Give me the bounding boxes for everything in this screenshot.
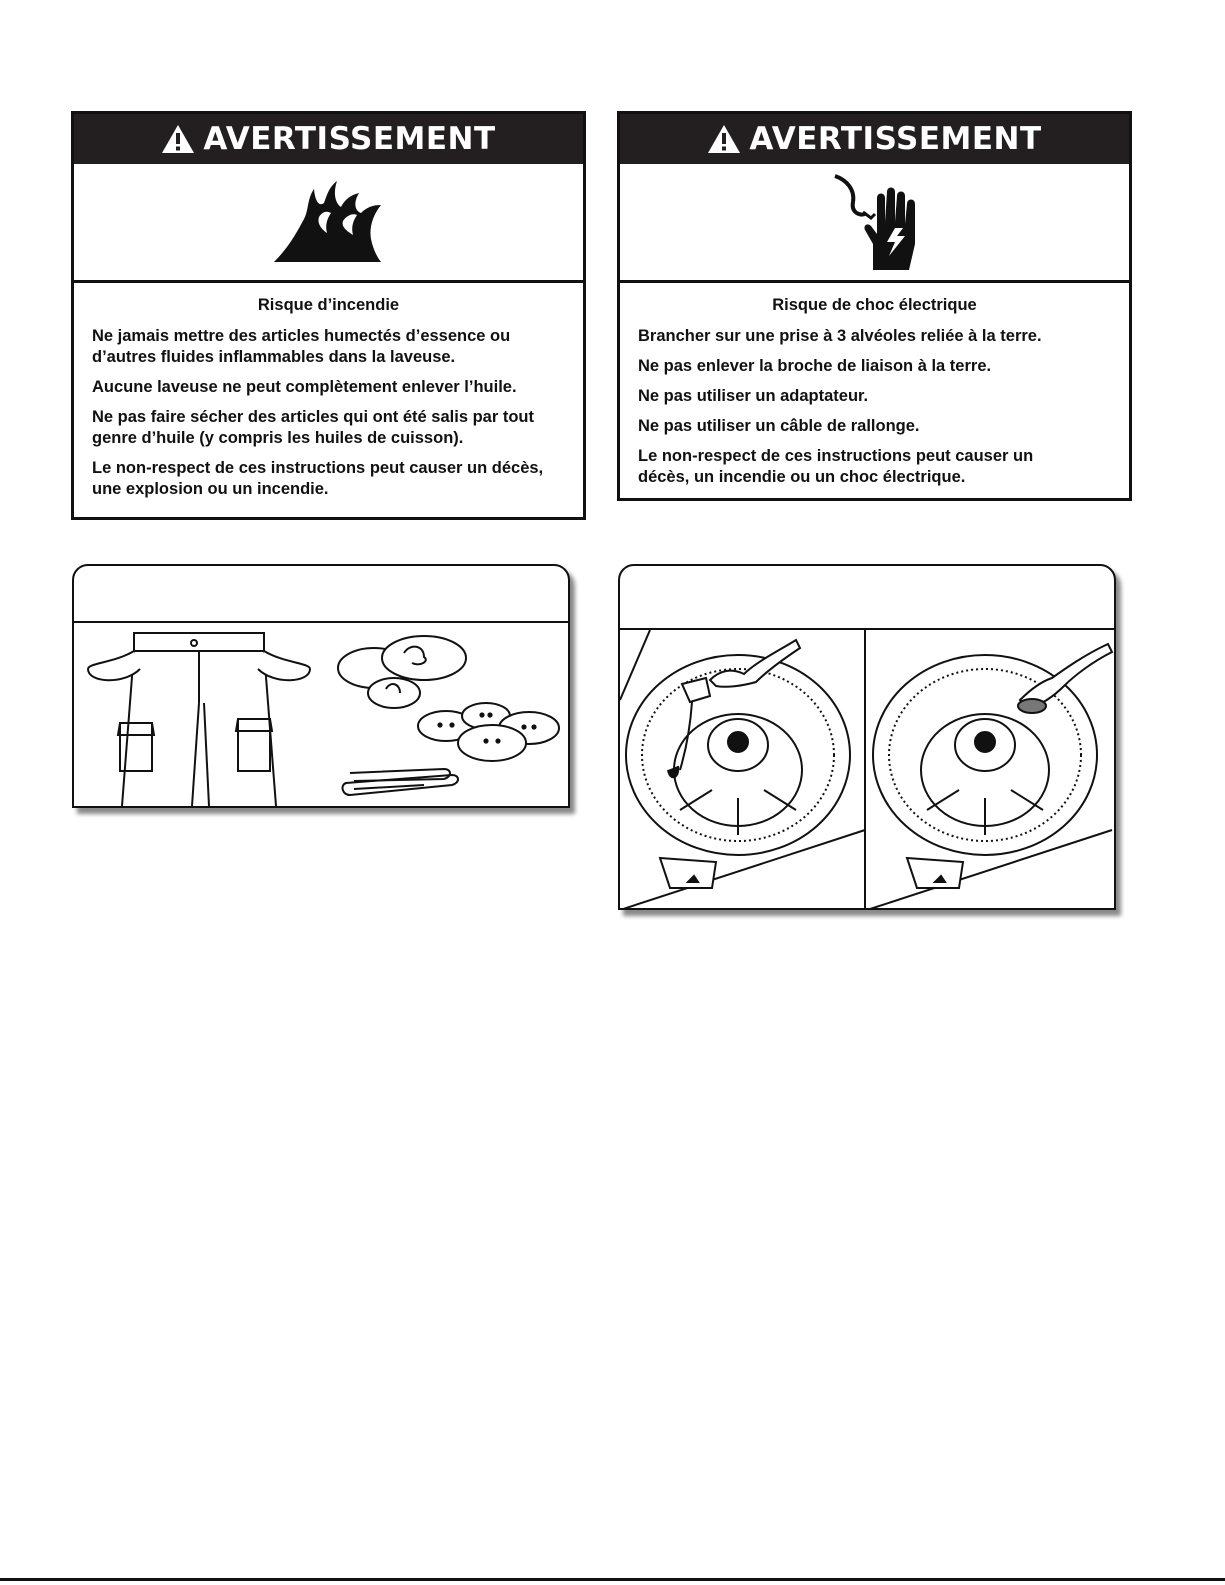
risk-title: Risque d’incendie [257,296,400,314]
washer-basket-illustration-art [620,630,1114,910]
electric-warning-box [617,111,1132,501]
warning-header [74,114,583,164]
warning-header-text: AVERTISSEMENT [203,121,496,157]
warning-triangle-icon [707,124,741,154]
warning-line: Ne pas enlever la broche de liaison à la terre. [638,357,992,375]
warning-line: Le non-respect de ces instructions peut causer un décès, une explosion ou un incendie. [92,459,544,498]
safety-pins-icon [343,769,458,795]
warning-triangle-icon [161,124,195,154]
warning-line: Ne pas faire sécher des articles qui ont été salis par tout genre d’huile (y compris les huiles de cuisson). [92,408,534,447]
pockets-illustration-art [74,623,568,806]
fire-warning-box [71,111,586,520]
warning-line: Brancher sur une prise à 3 alvéoles reliée à la terre. [638,327,1042,345]
warning-line: Ne jamais mettre des articles humectés d’essence ou d’autres fluides inflammables dans la laveuse. [92,327,511,366]
washer-tub-left [620,630,865,910]
warning-line: Le non-respect de ces instructions peut causer un décès, un incendie ou un choc électrique. [638,447,1034,486]
risk-title: Risque de choc électrique [772,296,977,314]
coins-icon [338,636,466,708]
washer-tub-right [867,655,1112,910]
buttons-icon [418,703,559,761]
panel-caption-area [74,566,568,623]
fire-warning-text [74,283,583,519]
panel-caption-area [620,566,1114,630]
warning-header-text: AVERTISSEMENT [749,121,1042,157]
fire-symbol-area [74,164,583,283]
washer-basket-illustration [618,564,1116,910]
warning-line: Ne pas utiliser un câble de rallonge. [638,417,920,435]
fire-icon [269,177,389,267]
warning-header [620,114,1129,164]
electric-symbol-area [620,164,1129,283]
electric-warning-text [620,283,1129,507]
page-bottom-rule [0,1578,1225,1581]
pants-icon [88,633,310,806]
electric-shock-icon [825,172,925,272]
pockets-illustration [72,564,570,808]
warning-line: Ne pas utiliser un adaptateur. [638,387,869,405]
warning-line: Aucune laveuse ne peut complètement enlever l’huile. [92,378,517,396]
